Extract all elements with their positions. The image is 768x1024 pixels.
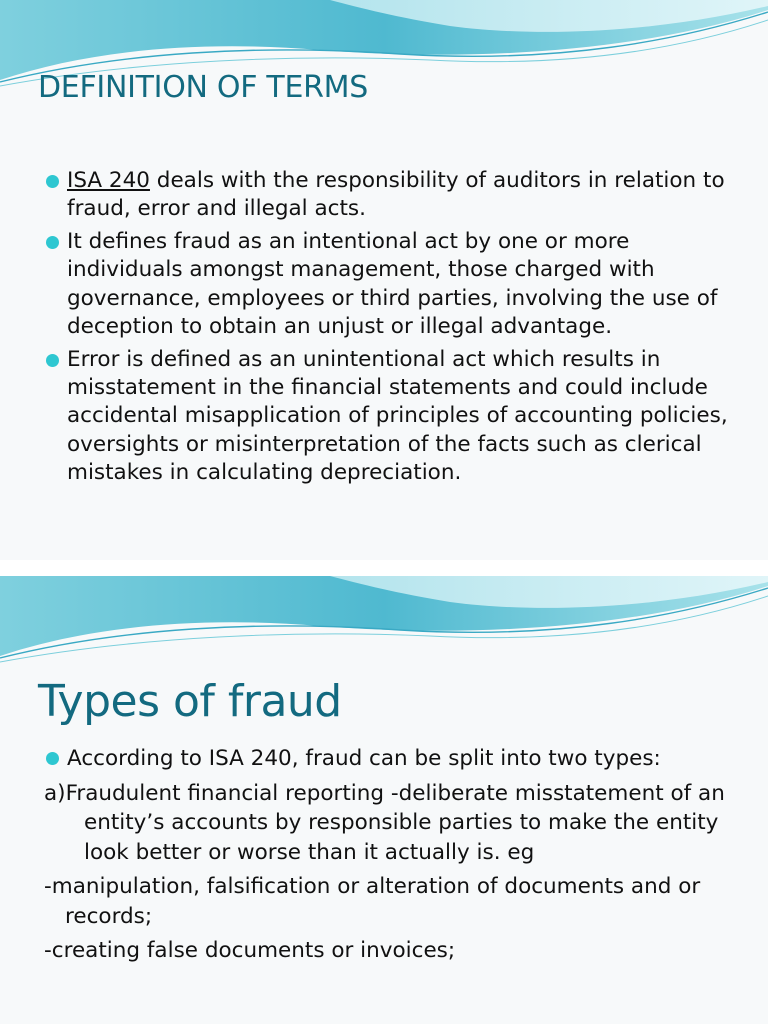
example-line: -manipulation, falsification or alteration of documents and or records; — [44, 874, 701, 929]
list-item — [46, 228, 746, 341]
bullet-text: According to ISA 240, fraud can be split into two types: — [67, 746, 661, 771]
slide-separator — [0, 560, 768, 576]
list-item — [46, 346, 746, 487]
bullet-dot-icon — [46, 354, 59, 367]
wave-header-graphic — [0, 576, 768, 666]
slide-title: DEFINITION OF TERMS — [38, 70, 368, 105]
fraud-type-a: a)Fraudulent financial reporting -deliberate misstatement of an entity’s accounts by responsible parties to make the entity look better or worse than it actually is. eg — [44, 780, 725, 865]
bullet-dot-icon — [46, 175, 59, 188]
slide-body — [46, 744, 756, 971]
bullet-list — [46, 167, 746, 492]
bullet-dot-icon — [46, 236, 59, 249]
slide-types-of-fraud — [0, 576, 768, 1024]
example-line: -creating false documents or invoices; — [44, 938, 456, 963]
bullet-dot-icon — [46, 752, 59, 765]
bullet-text: Error is defined as an unintentional act which results in misstatement in the financial statements and could include accidental misapplication of principles of accounting policies, oversights or misinterpretation of the facts such as clerical mistakes in calculating depreciation. — [67, 346, 728, 485]
bullet-text: It defines fraud as an intentional act by one or more individuals amongst management, those charged with governance, employees or third parties, involving the use of deception to obtain an unjust or illegal advantage. — [67, 229, 718, 339]
bullet-text: deals with the responsibility of auditors in relation to fraud, error and illegal acts. — [67, 168, 725, 222]
isa-240-link[interactable]: ISA 240 — [67, 168, 150, 193]
list-item — [46, 744, 756, 774]
list-item — [46, 167, 746, 224]
slide-title: Types of fraud — [38, 676, 342, 727]
